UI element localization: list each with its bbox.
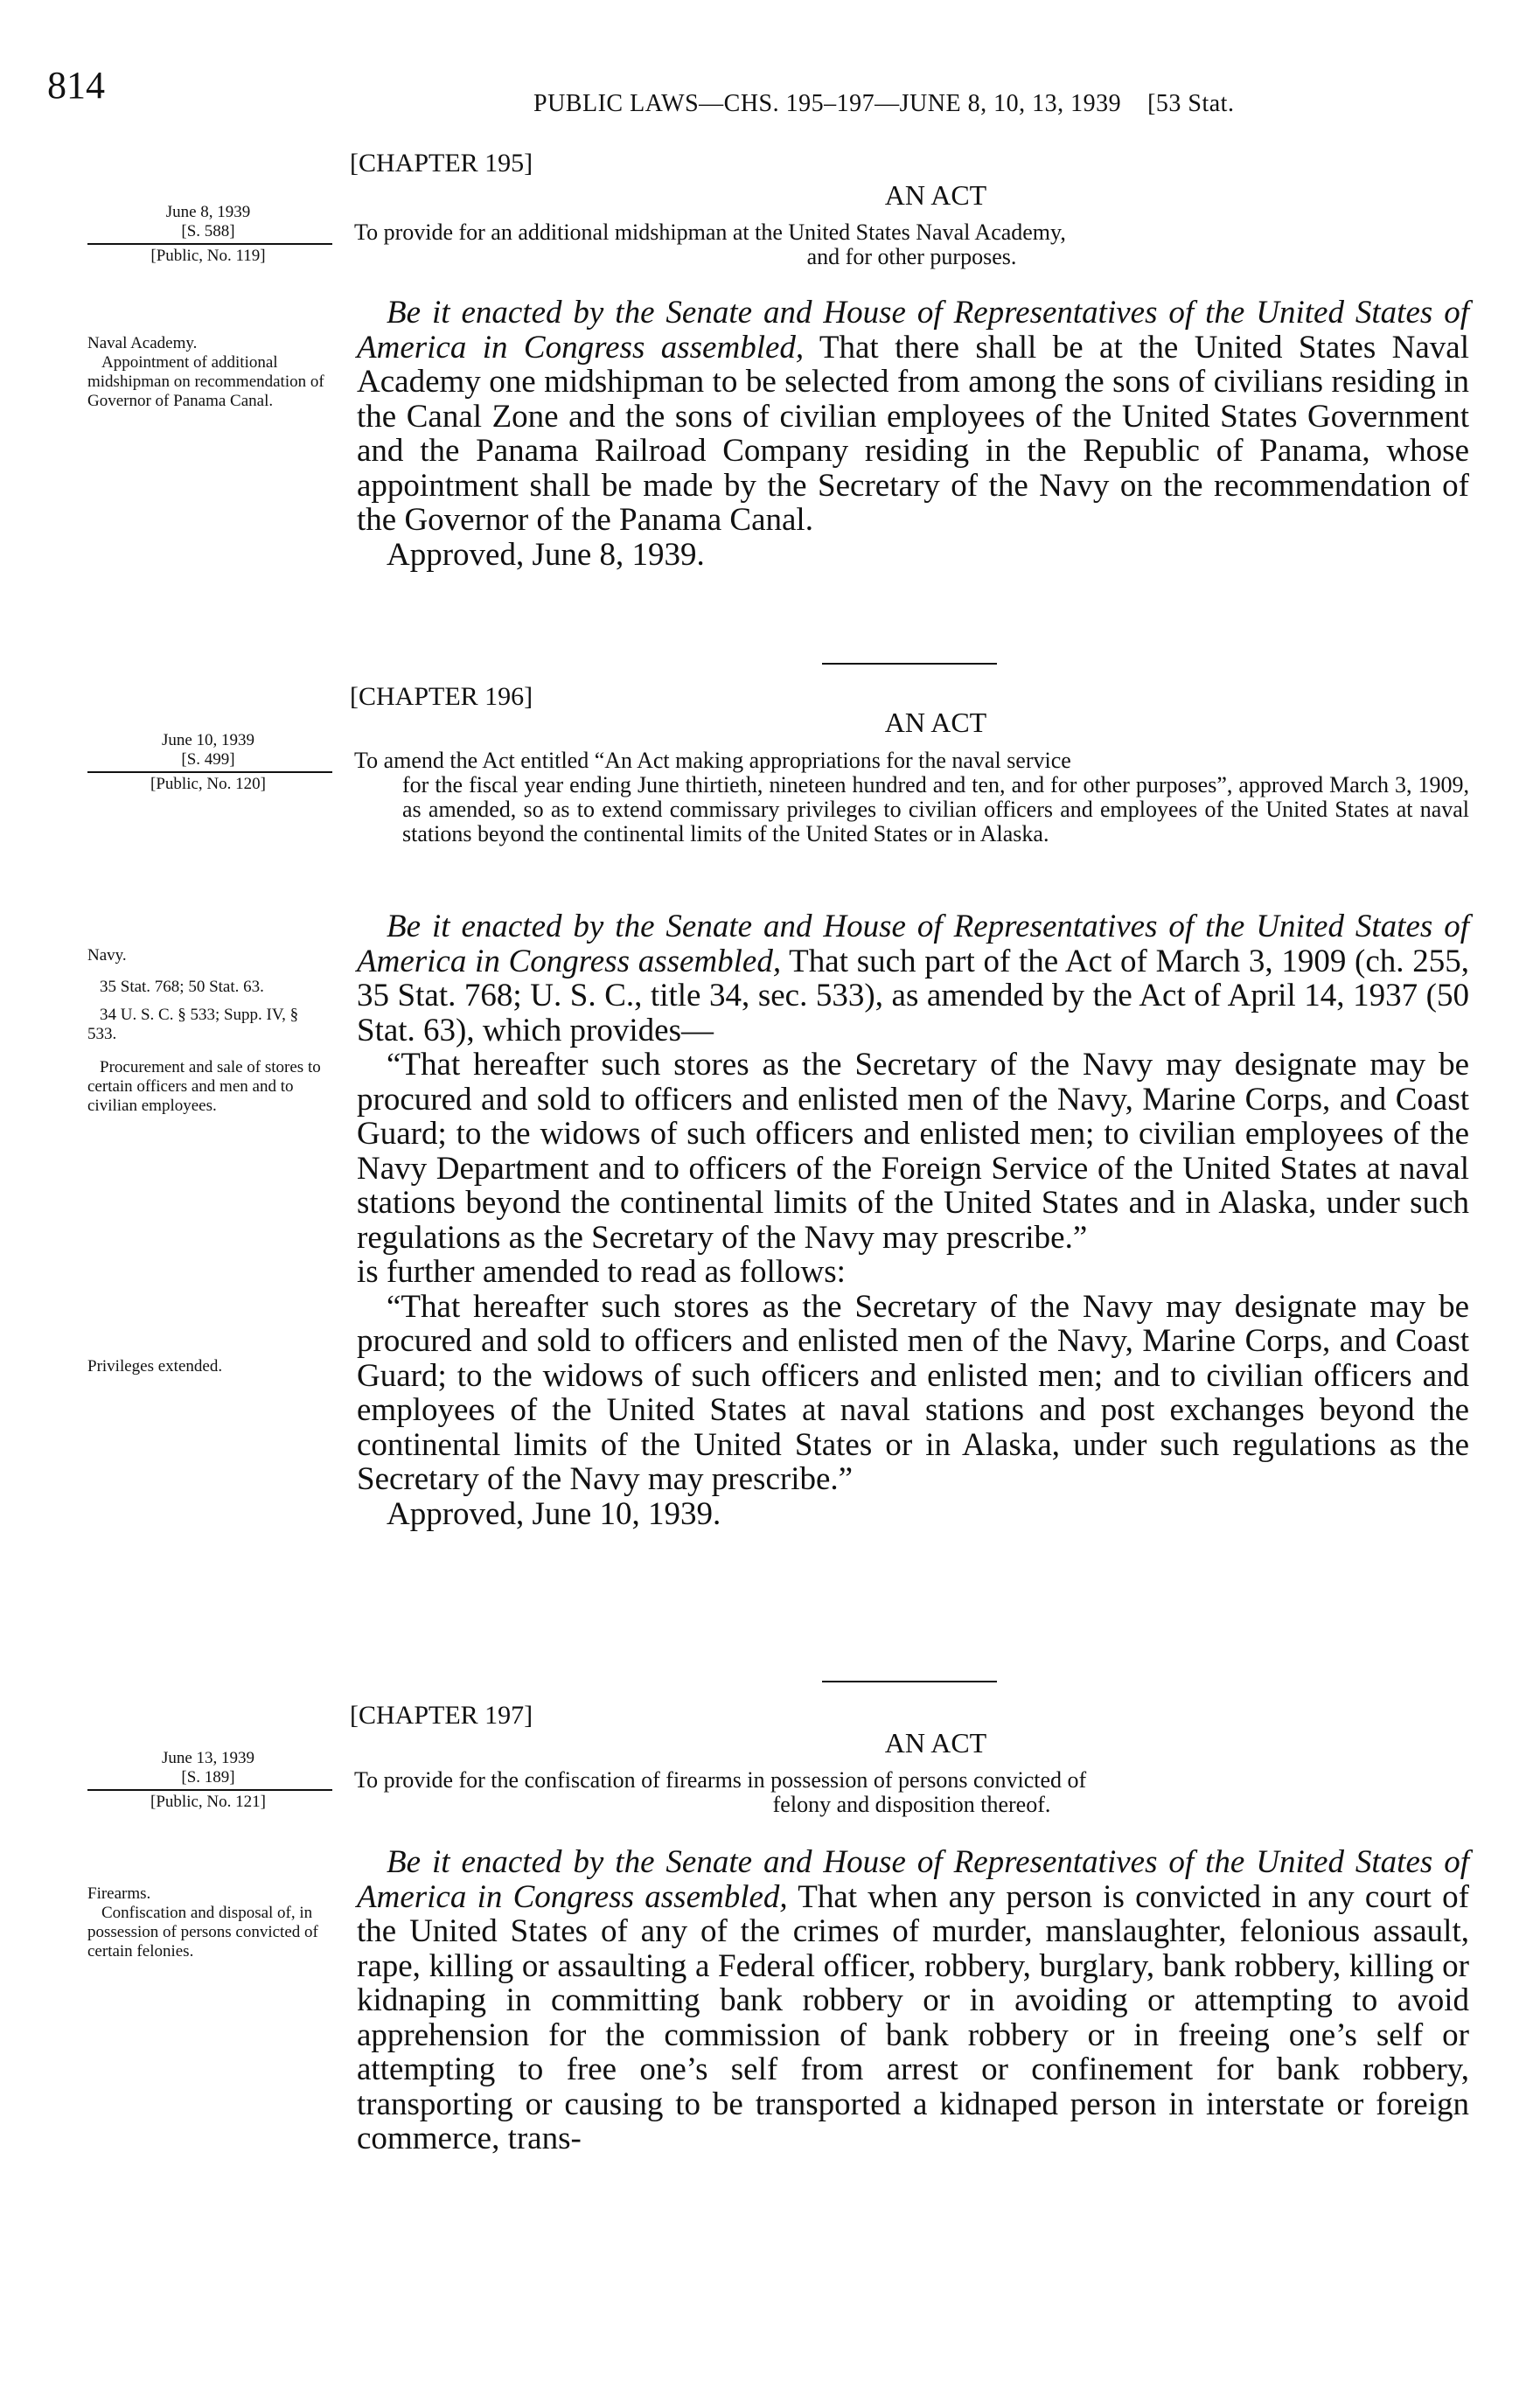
chapter-196-heading: [CHAPTER 196] [350, 682, 533, 711]
volume-label: [53 Stat. [1147, 90, 1235, 117]
chapter-196-text: That such part of the Act of March 3, 1909 (ch. 255, 35 Stat. 768; U. S. C., title 34, sec. 533), as amended by the Act of April 14, 1937 (50 Stat. 63), which provides— [357, 943, 1469, 1048]
chapter-separator-1 [822, 663, 997, 665]
chapter-195-enacting-clause: Be it enacted by the Senate and House of Representatives of the United States of America in Congress assembled, [357, 295, 1469, 366]
chapter-196-enacting-clause: Be it enacted by the Senate and House of Representatives of the United States of America in Congress assembled, [357, 909, 1469, 979]
chapter-195-margin-topic [87, 334, 331, 411]
running-head-title: PUBLIC LAWS—CHS. 195–197—JUNE 8, 10, 13, 1939 [533, 90, 1122, 117]
chapter-195-margin-subtopic: Appointment of additional midshipman on recommendation of Governor of Panama Canal. [87, 353, 324, 410]
chapter-195-margin-bill: [S. 588] [181, 222, 235, 240]
chapter-196-margin-topic: Navy. [87, 946, 127, 965]
chapter-197-title [354, 1768, 1469, 1817]
chapter-196-margin-cite2: 34 U. S. C. § 533; Supp. IV, § 533. [87, 1006, 299, 1043]
chapter-196-body [357, 909, 1469, 1531]
chapter-196-quote1: “That hereafter such stores as the Secretary of the Navy may designate may be procured and sold to officers and enlisted men of the Navy, Marine Corps, and Coast Guard; to the widows of such officers and enlisted men; to civilian employees of the Navy Department and to officers of the Foreign Service of the United States at naval stations beyond the continental limits of the United States and in Alaska, under such regulations as the Secretary of the Navy may prescribe.” [357, 1047, 1469, 1256]
chapter-196-margin-cite1: 35 Stat. 768; 50 Stat. 63. [100, 978, 264, 996]
chapter-197-title-line1: To provide for the confiscation of firearms in possession of persons convicted of [354, 1767, 1087, 1793]
chapter-195-margin-date: June 8, 1939 [165, 203, 251, 221]
chapter-195-body [357, 296, 1469, 572]
chapter-196-title [354, 749, 1469, 846]
chapter-196-title-rest: for the fiscal year ending June thirtieth, nineteen hundred and ten, and for other purposes”, approved March 3, 1909, as amended, so as to extend commissary privileges to civilian officers and employees of the United States at naval stations beyond the continental limits of the United States or in Alaska. [402, 772, 1469, 846]
chapter-197-margin-bill: [S. 189] [181, 1768, 235, 1786]
chapter-197-margin-rule [87, 1789, 332, 1791]
chapter-196-amended: is further amended to read as follows: [357, 1254, 846, 1290]
chapter-196-margin-rule [87, 771, 332, 773]
page-number: 814 [47, 64, 105, 107]
running-head [533, 90, 1234, 118]
chapter-195-text: That there shall be at the United States Naval Academy one midshipman to be selected from among the sons of civilians residing in the Canal Zone and the sons of civilian employees of the United States Government and the Panama Railroad Company residing in the Republic of Panama, whose appointment shall be made by the Secretary of the Navy on the recommendation of the Governor of the Panama Canal. [357, 329, 1469, 538]
chapter-195-act-label: AN ACT [884, 179, 987, 211]
chapter-197-act-label: AN ACT [884, 1727, 987, 1759]
chapter-197-margin-date: June 13, 1939 [161, 1749, 255, 1767]
chapter-196-quote2: “That hereafter such stores as the Secretary of the Navy may designate may be procured and sold to officers and enlisted men of the Navy, Marine Corps, and Coast Guard; to the widows of such officers and enlisted men; and to civilian officers and employees of the United States at naval stations and post exchanges beyond the continental limits of the United States or in Alaska, under such regulations as the Secretary of the Navy may prescribe.” [357, 1288, 1469, 1497]
chapter-197-margin-topic: Firearms. [87, 1884, 151, 1903]
chapter-197-margin-public: [Public, No. 121] [150, 1793, 266, 1811]
chapter-196-margin-public: [Public, No. 120] [150, 775, 266, 793]
chapter-197-text: That when any person is convicted in any court of the United States of any of the crimes of murder, manslaughter, felonious assault, rape, killing or assaulting a Federal officer, robbery, burglary, bank robbery, killing or kidnaping in committing bank robbery or in avoiding or attempting to avoid apprehension for the commission of bank robbery or in freeing one’s self or attempting to free one’s self from arrest or confinement for bank robbery, transporting or causing to be transported a kidnaped person in interstate or foreign commerce, trans- [357, 1878, 1469, 2156]
chapter-195-margin-topic-label: Naval Academy. [87, 334, 198, 352]
chapter-195-title-line2: and for other purposes. [806, 244, 1017, 269]
chapter-196-margin-subtopic: Procurement and sale of stores to certain officers and men and to civilian employees. [87, 1058, 321, 1115]
chapter-195-margin-public: [Public, No. 119] [150, 247, 266, 265]
chapter-197-enacting-clause: Be it enacted by the Senate and House of Representatives of the United States of America in Congress assembled, [357, 1844, 1469, 1915]
chapter-196-act-label: AN ACT [884, 707, 987, 738]
chapter-195-heading: [CHAPTER 195] [350, 149, 533, 178]
chapter-196-margin-notes [87, 946, 331, 1116]
chapter-197-title-line2: felony and disposition thereof. [772, 1792, 1051, 1817]
chapter-195-margin-rule [87, 243, 332, 245]
chapter-196-margin-date: June 10, 1939 [161, 731, 255, 749]
chapter-196-margin-privileges: Privileges extended. [87, 1357, 223, 1376]
chapter-195-approved: Approved, June 8, 1939. [387, 536, 705, 573]
chapter-197-margin-notes [87, 1884, 331, 1961]
chapter-195-title-line1: To provide for an additional midshipman at the United States Naval Academy, [354, 219, 1066, 245]
chapter-197-margin-subtopic: Confiscation and disposal of, in possession of persons convicted of certain felonies. [87, 1904, 318, 1961]
chapter-195-title [354, 220, 1469, 269]
chapter-196-title-line1: To amend the Act entitled “An Act making appropriations for the naval service [354, 748, 1071, 773]
chapter-196-margin-bill: [S. 499] [181, 750, 235, 769]
chapter-197-body [357, 1845, 1469, 2156]
chapter-197-heading: [CHAPTER 197] [350, 1701, 533, 1730]
chapter-196-approved: Approved, June 10, 1939. [387, 1495, 721, 1532]
chapter-separator-2 [822, 1681, 997, 1682]
